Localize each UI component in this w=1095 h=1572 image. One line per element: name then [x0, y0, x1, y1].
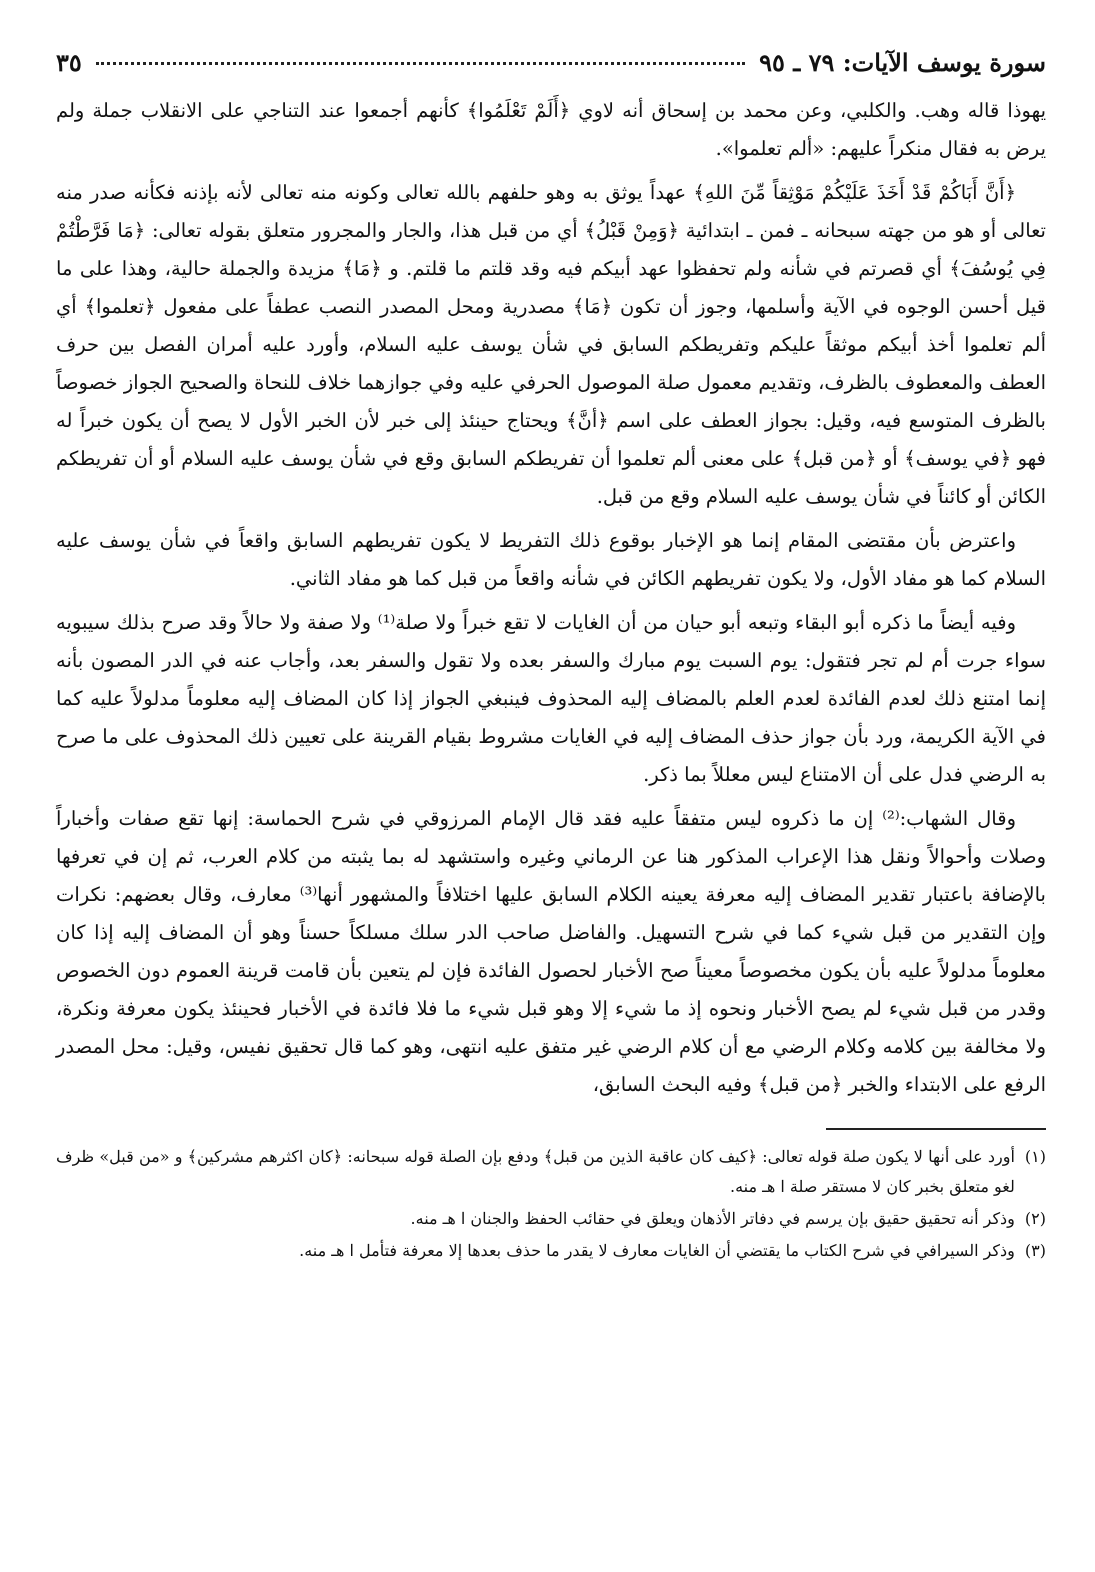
- paragraph-4: وفيه أيضاً ما ذكره أبو البقاء وتبعه أبو حيان من أن الغايات لا تقع خبراً ولا صلة⁽¹⁾ ولا صفة ولا حالاً وقد صرح بذلك سيبويه سواء جرت أم لم تجر فتقول: يوم السبت يوم مبارك والسفر بعده ولا تقول والسفر بعد، وأجاب عنه في الدر المصون بأنه إنما امتنع ذلك لعدم الفائدة لعدم العلم بالمضاف إليه المحذوف فينبغي الجواز إذا كان المضاف إليه معلوماً مدلولاً عليه كما في الآية الكريمة، ورد بأن جواز حذف المضاف إليه في الغايات مشروط بقيام القرينة على تعيين ذلك المحذوف على ما صرح به الرضي فدل على أن الامتناع ليس معللاً بما ذكر.: [56, 611, 1046, 786]
- footnote-text: أورد على أنها لا يكون صلة قوله تعالى: ﴿كيف كان عاقبة الذين من قبل﴾ ودفع بإن الصلة قوله سبحانه: ﴿كان اكثرهم مشركين﴾ و «من قبل» ظرف لغو متعلق بخبر كان لا مستقر صلة ا هـ منه.: [56, 1147, 1015, 1196]
- book-page: [56, 48, 1046, 1528]
- footnote-separator: [826, 1128, 1046, 1130]
- header-leader-dots: [96, 62, 745, 65]
- footnotes: [56, 1142, 1046, 1266]
- footnote-text: وذكر السيرافي في شرح الكتاب ما يقتضي أن الغايات معارف لا يقدر ما حذف بعدها إلا معرفة فتأمل ا هـ منه.: [299, 1241, 1015, 1260]
- paragraph-3: واعترض بأن مقتضى المقام إنما هو الإخبار بوقوع ذلك التفريط لا يكون تفريطهم السابق واقعاً في شأن يوسف عليه السلام كما هو مفاد الأول، ولا يكون تفريطهم الكائن في شأنه واقعاً من قبل كما هو مفاد الثاني.: [56, 529, 1046, 590]
- running-title: سورة يوسف الآيات: ٧٩ ـ ٩٥: [759, 48, 1046, 77]
- footnote-number: (٢): [1024, 1209, 1046, 1228]
- footnote-1: [56, 1142, 1046, 1202]
- paragraph-1: يهوذا قاله وهب. والكلبي، وعن محمد بن إسحاق أنه لاوي ﴿أَلَمْ تَعْلَمُوا﴾ كأنهم أجمعوا عند التناجي على الانقلاب جملة ولم يرض به فقال منكراً عليهم: «ألم تعلموا».: [56, 99, 1046, 160]
- paragraph-5: وقال الشهاب:⁽²⁾ إن ما ذكروه ليس متفقاً عليه فقد قال الإمام المرزوقي في شرح الحماسة: إنها تقع صفات وأخباراً وصلات وأحوالاً ونقل هذا الإعراب المذكور هنا عن الرماني وغيره واستشهد له بما يثبته من كلام العرب، ثم إن في تعرفها بالإضافة باعتبار تقدير المضاف إليه معرفة يعينه الكلام السابق عليها اختلافاً والمشهور أنها⁽³⁾ معارف، وقال بعضهم: نكرات وإن التقدير من قبل شيء كما في شرح التسهيل. والفاضل صاحب الدر سلك مسلكاً حسناً وهو أن المضاف إليه إذا كان معلوماً مدلولاً عليه بأن يكون مخصوصاً معيناً صح الأخبار لحصول الفائدة فإن لم يتعين بأن قامت قرينة العموم دون الخصوص وقدر من قبل شيء لم يصح الأخبار ونحوه إذ ما شيء إلا وهو قبل شيء ما فلا فائدة في الأخبار فحينئذ يكون معرفة ونكرة، ولا مخالفة بين كلامه وكلام الرضي مع أن كلام الرضي غير متفق عليه انتهى، وهو كما قال تحقيق نفيس، وقيل: محل المصدر الرفع على الابتداء والخبر ﴿من قبل﴾ وفيه البحث السابق،: [56, 807, 1046, 1096]
- footnote-2: [56, 1204, 1046, 1234]
- main-text: [56, 92, 1046, 1104]
- footnote-text: وذكر أنه تحقيق حقيق بإن يرسم في دفاتر الأذهان ويعلق في حقائب الحفظ والجنان ا هـ منه.: [410, 1209, 1015, 1228]
- footnote-3: [56, 1236, 1046, 1266]
- footnote-number: (٣): [1024, 1241, 1046, 1260]
- paragraph-2: ﴿أَنَّ أَبَاكُمْ قَدْ أَخَذَ عَلَيْكُمْ مَوْثِقاً مِّنَ اللهِ﴾ عهداً يوثق به وهو حلفهم بالله تعالى وكونه منه تعالى لأنه بإذنه فكأنه صدر منه تعالى أو هو من جهته سبحانه ـ فمن ـ ابتدائية ﴿وَمِنْ قَبْلُ﴾ أي من قبل هذا، والجار والمجرور متعلق بقوله تعالى: ﴿مَا فَرَّطْتُمْ فِي يُوسُفَ﴾ أي قصرتم في شأنه ولم تحفظوا عهد أبيكم فيه وقد قلتم ما قلتم. و ﴿مَا﴾ مزيدة والجملة حالية، وهذا على ما قيل أحسن الوجوه في الآية وأسلمها، وجوز أن تكون ﴿مَا﴾ مصدرية ومحل المصدر النصب عطفاً على مفعول ﴿تعلموا﴾ أي ألم تعلموا أخذ أبيكم موثقاً عليكم وتفريطكم السابق في شأن يوسف عليه السلام، وأورد عليه أمران الفصل بين حرف العطف والمعطوف بالظرف، وتقديم معمول صلة الموصول الحرفي عليه وفي جوازهما خلاف للنحاة والصحيح الجواز خصوصاً بالظرف المتوسع فيه، وقيل: بجواز العطف على اسم ﴿أنَّ﴾ ويحتاج حينئذ إلى خبر لأن الخبر الأول لا يصح أن يكون خبراً له فهو ﴿في يوسف﴾ أو ﴿من قبل﴾ على معنى ألم تعلموا أن تفريطكم السابق وقع في شأن يوسف عليه السلام أو أن تفريطكم الكائن أو كائناً في شأن يوسف عليه السلام وقع من قبل.: [56, 181, 1046, 508]
- running-header: [56, 48, 1046, 92]
- footnote-number: (١): [1024, 1147, 1046, 1166]
- page-number: ٣٥: [56, 48, 82, 77]
